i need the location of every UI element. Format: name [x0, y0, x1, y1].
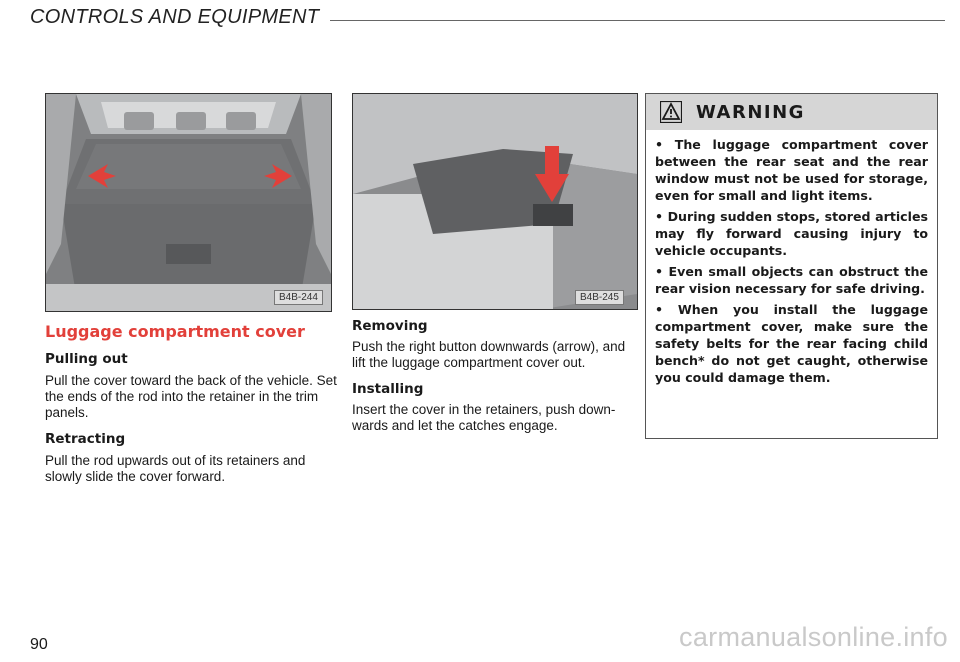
section-title: CONTROLS AND EQUIPMENT [30, 6, 320, 28]
subheading-removing: Removing [352, 318, 428, 334]
installing-text: Insert the cover in the retainers, push downwards and let the catches engage. [352, 402, 616, 433]
figure-code: B4B-245 [575, 290, 624, 305]
figure-code: B4B-244 [274, 290, 323, 305]
warning-item: • Even small objects can obstruct the rear vision necessary for safe driving. [655, 264, 928, 296]
warning-triangle-icon [660, 101, 682, 123]
figure-luggage-cover-photo [45, 93, 332, 312]
header-rule [330, 20, 945, 21]
page-header [30, 6, 945, 34]
subheading-pulling-out: Pulling out [45, 351, 128, 367]
removing-text: Push the right button downwards (arrow), and lift the luggage compartment cover out. [352, 339, 626, 370]
pulling-out-text: Pull the cover toward the back of the vehicle. Set the ends of the rod into the retainer in the trim panels. [45, 373, 337, 420]
watermark: carmanualsonline.info [679, 622, 948, 652]
left-column [45, 322, 337, 485]
warning-label: WARNING [696, 102, 805, 123]
warning-item: • During sudden stops, stored articles may fly forward causing injury to vehicle occupants. [655, 209, 928, 258]
retracting-text: Pull the rod upwards out of its retainers and slowly slide the cover forward. [45, 453, 306, 484]
warning-body [646, 130, 937, 386]
section-heading: Luggage compartment cover [45, 322, 305, 341]
middle-column [352, 318, 636, 434]
warning-box [645, 93, 938, 439]
subheading-installing: Installing [352, 381, 424, 397]
warning-header [646, 94, 937, 130]
figure-button-closeup-photo [352, 93, 638, 310]
page-number: 90 [30, 636, 48, 653]
subheading-retracting: Retracting [45, 431, 126, 447]
warning-item: • When you install the luggage compartment cover, make sure the safety belts for the rear facing child bench* do not get caught, otherwise you could damage them. [655, 302, 928, 385]
warning-item: • The luggage compartment cover between the rear seat and the rear window must not be used for storage, even for small and light items. [655, 137, 928, 203]
